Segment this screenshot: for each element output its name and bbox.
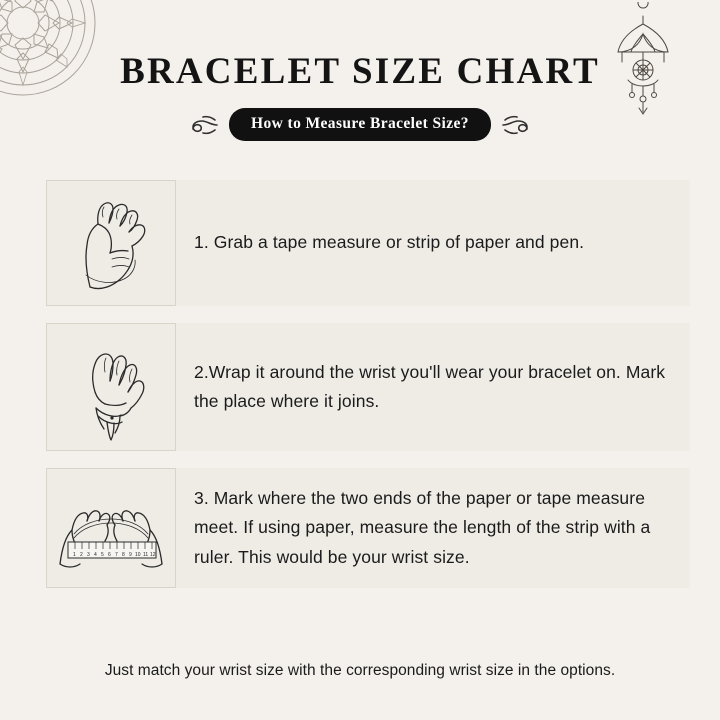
step-text-panel-3	[176, 468, 690, 588]
step-image-2	[46, 323, 176, 451]
step-text-panel-2	[176, 323, 690, 451]
page-title: BRACELET SIZE CHART	[120, 51, 600, 92]
subtitle-row	[0, 108, 720, 141]
leaf-flourish-icon	[189, 112, 219, 138]
list-item	[0, 180, 720, 306]
step-text: 2.Wrap it around the wrist you'll wear your bracelet on. Mark the place where it joins.	[194, 361, 666, 411]
svg-text:11: 11	[143, 552, 149, 558]
subtitle-pill: How to Measure Bracelet Size?	[229, 108, 491, 141]
leaf-flourish-icon	[501, 112, 531, 138]
svg-text:3: 3	[87, 552, 90, 558]
step-text-panel-1	[176, 180, 690, 306]
svg-text:12: 12	[150, 552, 156, 558]
footer-note: Just match your wrist size with the corresponding wrist size in the options.	[104, 662, 616, 679]
list-item	[0, 323, 720, 451]
svg-text:2: 2	[80, 552, 83, 558]
svg-text:10: 10	[135, 552, 141, 558]
ruler-measuring-paper-strip-illustration	[50, 476, 172, 580]
step-text: 3. Mark where the two ends of the paper or tape measure meet. If using paper, measure the length of the strip with a ruler. This would be your wrist size.	[194, 487, 651, 567]
step-image-1	[46, 180, 176, 306]
svg-text:7: 7	[115, 552, 118, 558]
svg-text:9: 9	[129, 552, 132, 558]
hand-with-tape-around-wrist-illustration	[52, 330, 170, 444]
svg-text:8: 8	[122, 552, 125, 558]
svg-text:5: 5	[101, 552, 104, 558]
step-image-3	[46, 468, 176, 588]
fist-hand-illustration	[52, 187, 170, 299]
svg-text:1: 1	[73, 552, 76, 558]
steps-list	[0, 180, 720, 605]
list-item	[0, 468, 720, 588]
step-text: 1. Grab a tape measure or strip of paper and pen.	[194, 232, 585, 253]
svg-text:4: 4	[94, 552, 97, 558]
svg-text:6: 6	[108, 552, 111, 558]
